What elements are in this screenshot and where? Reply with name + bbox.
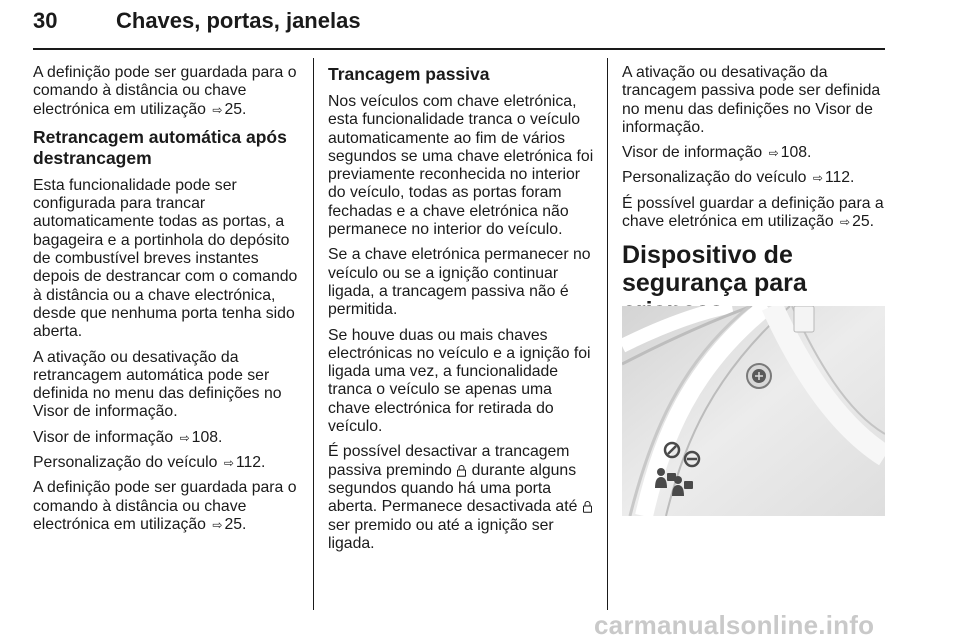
page-ref[interactable]: 25. [852,213,875,231]
section-heading: Dispositivo de segurança para [622,241,807,298]
page-header [33,4,885,46]
door-edge-drawing [622,306,885,516]
lock-button-icon [582,500,593,513]
paragraph: A ativação ou desativação da trancagem passiva pode ser definida no menu das definições no Visor de informação. [622,64,881,136]
paragraph: Esta funcionalidade pode ser configurada para trancar automaticamente todas as portas, a bagageira e a portinhola do depósito de combustível breves instantes depois de destrancar com o comando à distância ou a chave electrónica, desde que nenhuma porta tenha sido aberta. [33,176,298,341]
paragraph: É possível guardar a definição para a chave eletrónica em utilização ⇨ 25. [622,194,884,231]
page-ref-arrow-icon: ⇨ [212,102,223,117]
page-ref-arrow-icon: ⇨ [768,146,779,161]
page-ref-arrow-icon: ⇨ [840,215,851,230]
section-heading: Trancagem passiva [328,64,490,84]
paragraph: Visor de informação ⇨ 108. [33,428,223,446]
paragraph: Se houve duas ou mais chaves electrónicas no veículo e a ignição foi ligada uma vez, a funcionalidade tranca o veículo se apenas uma chave electrónica for retirada do veículo. [328,326,591,436]
header-divider [33,48,885,50]
chapter-title: Chaves, portas, janelas [116,8,361,33]
page-number: 30 [33,8,58,33]
paragraph: A ativação ou desativação da retrancagem automática pode ser definida no menu das definições no Visor de informação. [33,348,282,421]
lock-button-icon [456,464,467,477]
page-ref[interactable]: 108. [191,428,223,446]
section-heading: Retrancagem automática após destrancagem [33,126,287,168]
page-ref[interactable]: 112. [824,169,855,187]
paragraph: Se a chave eletrónica permanecer no veículo ou se a ignição continuar ligada, a trancagem passiva não é permitida. [328,246,591,319]
paragraph: Visor de informação ⇨ 108. [622,144,812,162]
child-lock-illustration [622,306,885,516]
paragraph: É possível desactivar a trancagem passiva premindo durante alguns segundos quando há uma porta aberta. Permanece desactivada até ser premido ou até a ignição ser ligada. [328,443,594,553]
page-ref[interactable]: 112. [235,454,266,472]
watermark: carmanualsonline.info [594,610,875,640]
paragraph: Nos veículos com chave eletrónica, esta funcionalidade tranca o veículo automaticamente ao fim de vários segundos se uma chave eletrónica foi previamente reconhecida no interior do veículo, todas as portas foram fechadas e a chave eletrónica não permanece no interior do veículo. [328,93,594,239]
column-left [33,64,303,541]
column-right [622,64,888,339]
page-ref[interactable]: 25. [224,515,247,533]
page-ref[interactable]: 108. [780,144,812,162]
column-divider [313,58,314,610]
paragraph: Personalização do veículo ⇨ 112. [33,454,266,472]
column-middle [328,64,594,560]
page-ref-arrow-icon: ⇨ [179,430,190,445]
paragraph: Personalização do veículo ⇨ 112. [622,169,855,187]
paragraph: A definição pode ser guardada para o comando à distância ou chave electrónica em utilização ⇨ 25. [33,479,297,533]
column-divider [607,58,608,610]
page-ref-arrow-icon: ⇨ [223,456,234,471]
paragraph: A definição pode ser guardada para o comando à distância ou chave electrónica em utilização ⇨ 25. [33,64,297,118]
page-ref-arrow-icon: ⇨ [212,517,223,532]
page-ref-arrow-icon: ⇨ [812,171,823,186]
page-ref[interactable]: 25. [224,100,247,118]
